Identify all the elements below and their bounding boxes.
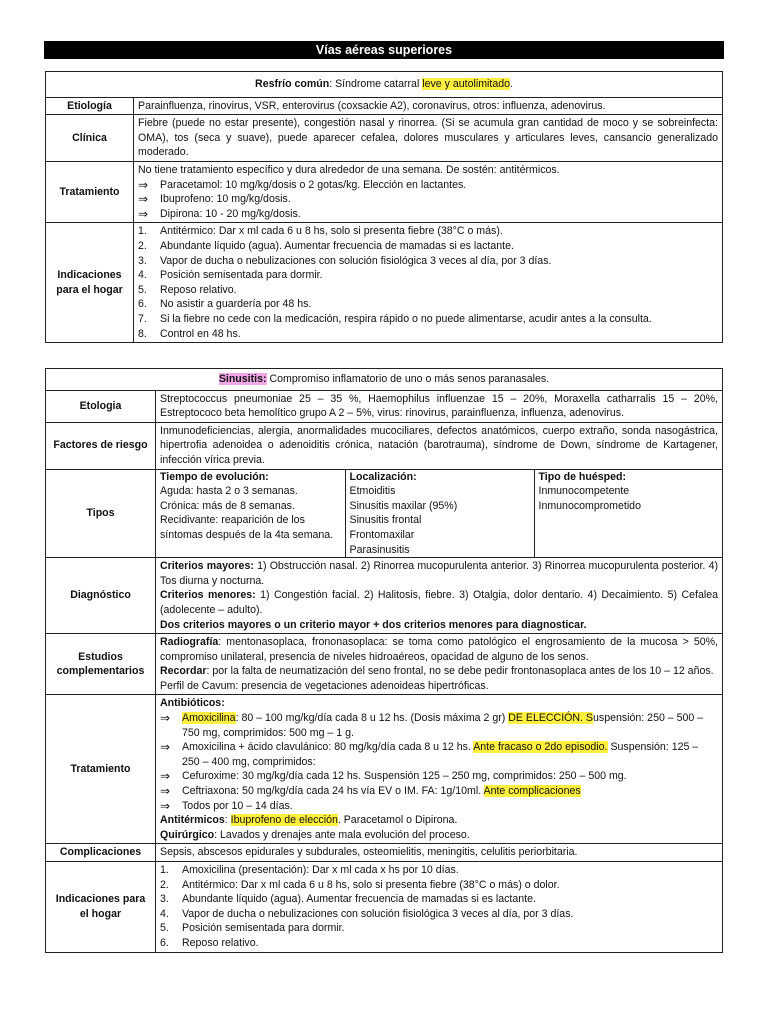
types-localizacion [345,470,534,558]
rightwards-double-arrow-icon: ⇒ [160,769,171,784]
row-content: Streptococcus pneumoniae 25 – 35 %, Haemophilus influenzae 15 – 20%, Moraxella catharralis 15 – 20%, Estreptococo beta hemolítico grupo A 2 – 5%, virus: rinovirus, parainfluenza, influenza, adenovirus. [156,390,723,422]
list-item [160,799,718,814]
surgical-text: : Lavados y drenajes ante mala evolución del proceso. [214,828,470,841]
list-item: 3. Abundante líquido (agua). Aumentar frecuencia de mamadas si es lactante. [160,893,536,906]
rightwards-double-arrow-icon: ⇒ [138,192,149,207]
sinusitis-header [46,369,723,391]
list-item-text: Antitérmico: Dar x ml cada 6 u 8 hs, solo si presenta fiebre (38°C o más) o dolor. [182,878,560,891]
row-content: Inmunodeficiencias, alergia, anormalidades mucociliares, defectos anatómicos, cuerpo extraño, sonda nasogástrica, hipertrofia adenoidea o adenoiditis crónica, natación (barotrauma), síndrome de Down, síndrome de Kartagener, infección vírica previa. [156,422,723,469]
numbered-list [138,224,718,341]
rightwards-double-arrow-icon: ⇒ [138,206,149,221]
xray-title: Radiografía [160,636,219,649]
list-item-text: Reposo relativo. [160,283,237,296]
table-row [46,161,723,222]
xray-text: : mentonasoplaca, frononasoplaca: se toma como patológico el engrosamiento de la mucosa > 50%, compromiso unilateral, presencia de niveles hidroaéreos, opacidad de alguno de los senos. [160,636,718,663]
list-item-text: No asistir a guardería por 48 hs. [160,298,312,311]
ceftriaxone-indication: Ante complicaciones [483,785,581,798]
types-huesped-title: Tipo de huésped: [538,470,627,483]
resfrio-highlight: leve y autolimitado [422,78,510,90]
row-label: Tipos [46,469,156,558]
types-line: Inmunocomprometido [538,499,641,512]
row-content: Parainfluenza, rinovirus, VSR, enterovirus (coxsackie A2), coronavirus, otros: influenza, adenovirus. [134,97,723,115]
ceftriaxone-dose: Ceftriaxona: 50 mg/kg/día cada 24 hs vía EV o IM. FA: 1g/10ml. [182,785,484,798]
table-row [46,390,723,422]
rightwards-double-arrow-icon: ⇒ [160,798,171,813]
treatment-intro: No tiene tratamiento específico y dura alrededor de una semana. De sostén: antitérmicos. [138,163,560,176]
major-criteria-title: Criterios mayores: [160,560,254,573]
row-content [134,223,723,343]
row-label: Tratamiento [46,695,156,844]
rightwards-double-arrow-icon: ⇒ [160,784,171,799]
amoxicillin-choice: DE ELECCIÓN. S [508,712,593,725]
types-line: Recidivante: reaparición de los síntomas después de la 4ta semana. [160,514,334,541]
clavulanic-indication: Ante fracaso o 2do episodio. [473,741,608,754]
row-label: Etiología [46,97,134,115]
row-content [156,862,723,953]
list-item-text: Todos por 10 – 14 días. [182,799,293,812]
resfrio-header [46,72,723,98]
antipyretics-title: Antitérmicos [160,814,225,827]
antipyretics-sep: : [224,814,231,827]
row-label: Estudios complementarios [46,634,156,695]
amoxicillin-presentation: uspensión: 250 – 500 – 750 mg, comprimidos: 500 mg – 1 g. [182,712,704,739]
list-item: 6. Reposo relativo. [160,936,259,949]
row-label: Indicaciones para el hogar [46,223,134,343]
table-row [46,97,723,115]
amoxicillin-dose: : 80 – 100 mg/kg/día cada 8 u 12 hs. (Dosis máxima 2 gr) [235,712,509,725]
row-label: Tratamiento [46,161,134,222]
list-item-text: Reposo relativo. [182,936,259,949]
list-item: 5. Reposo relativo. [138,283,237,296]
list-item-text: Si la fiebre no cede con la medicación, respira rápido o no puede alimentarse, acudir antes a la consulta. [160,312,652,325]
amoxicillin-name: Amoxicilina [182,712,236,725]
list-item-text: Antitérmico: Dar x ml cada 6 u 8 hs, solo si presenta fiebre (38°C o más). [160,225,503,238]
types-localizacion-title: Localización: [349,470,417,483]
remember-text: : por la falta de neumatización del seno frontal, no se debe pedir frontonasoplaca antes de los 10 – 12 años. [206,665,714,678]
list-item [160,784,718,799]
list-item: 2. Abundante líquido (agua). Aumentar frecuencia de mamadas si es lactante. [138,239,514,252]
rightwards-double-arrow-icon: ⇒ [160,740,171,755]
minor-criteria-title: Criterios menores: [160,589,256,602]
list-item [138,178,718,193]
row-label: Complicaciones [46,844,156,862]
list-item: 2. Antitérmico: Dar x ml cada 6 u 8 hs, solo si presenta fiebre (38°C o más) o dolor. [160,878,560,891]
list-item [138,207,718,222]
list-item-text: Vapor de ducha o nebulizaciones con solución fisiológica 3 veces al día, por 3 días. [182,907,574,920]
row-content [156,469,723,558]
list-item-text: Dipirona: 10 - 20 mg/kg/dosis. [160,207,301,220]
list-item [160,711,718,740]
list-item: 7. Si la fiebre no cede con la medicación, respira rápido o no puede alimentarse, acudir antes a la consulta. [138,312,652,325]
list-item: 1. Amoxicilina (presentación): Dar x ml cada x hs por 10 días. [160,864,459,876]
resfrio-term: Resfrío común [255,78,330,90]
resfrio-header-text: : Síndrome catarral [329,78,423,90]
table-row [46,558,723,634]
row-label: Factores de riesgo [46,422,156,469]
page-title: Vías aéreas superiores [44,41,724,59]
cavum-text: Perfil de Cavum: presencia de vegetaciones adenoideas hipertróficas. [160,679,489,692]
row-content [156,558,723,634]
types-huesped [534,470,722,558]
list-item-text: Amoxicilina (presentación): Dar x ml cada x hs por 10 días. [182,864,459,876]
row-label: Diagnóstico [46,558,156,634]
rightwards-double-arrow-icon: ⇒ [138,177,149,192]
types-line: Crónica: más de 8 semanas. [160,499,295,512]
ibuprofen-choice: Ibuprofeno de elección [230,814,338,827]
list-item: 8. Control en 48 hs. [138,327,241,340]
clavulanic-presentation: Suspensión: 125 – 250 – 400 mg, comprimidos: [182,741,699,768]
row-label: Indicaciones para el hogar [46,862,156,953]
types-line: Inmunocompetente [538,485,630,498]
surgical-title: Quirúrgico [160,828,215,841]
types-line: Sinusitis frontal [349,514,422,527]
list-item-text: Ibuprofeno: 10 mg/kg/dosis. [160,193,291,206]
sinusitis-table [45,368,723,953]
list-item: 6. No asistir a guardería por 48 hs. [138,298,312,311]
row-content [134,161,723,222]
sinusitis-term: Sinusitis: [218,373,267,385]
table-row [46,469,723,558]
types-tiempo-title: Tiempo de evolución: [160,470,269,483]
types-line: Aguda: hasta 2 o 3 semanas. [160,485,298,498]
types-subtable [156,470,722,558]
list-item-text: Control en 48 hs. [160,327,241,340]
list-item-text: Posición semisentada para dormir. [160,269,323,282]
row-content: Sepsis, abscesos epidurales y subdurales, osteomielitis, meningitis, celulitis periorbitaria. [156,844,723,862]
list-item-text: Abundante líquido (agua). Aumentar frecuencia de mamadas si es lactante. [182,893,536,906]
row-label: Clínica [46,115,134,162]
resfrio-header-end: . [510,78,513,90]
antibiotics-title: Antibióticos [160,697,222,710]
table-row [46,115,723,162]
major-criteria-text: 1) Obstrucción nasal. 2) Rinorrea mucopurulenta anterior. 3) Rinorrea mucopurulenta posterior. 4) Tos diurna y nocturna. [160,560,718,587]
types-line: Parasinusitis [349,543,410,556]
resfrio-table [45,71,723,343]
list-item-text: Cefuroxime: 30 mg/kg/día cada 12 hs. Suspensión 125 – 250 mg, comprimidos: 250 – 500 mg. [182,770,627,783]
row-content: Fiebre (puede no estar presente), congestión nasal y rinorrea. (Si se acumula gran cantidad de moco y se sobreinfecta: OMA), tos (seca y suave), puede aparecer cefalea, dolores musculares y articulares leves, cansancio generalizado moderado. [134,115,723,162]
list-item-text: Abundante líquido (agua). Aumentar frecuencia de mamadas si es lactante. [160,239,514,252]
list-item-text: Paracetamol: 10 mg/kg/dosis o 2 gotas/kg. Elección en lactantes. [160,178,467,191]
types-line: Frontomaxilar [349,528,415,541]
remember-title: Recordar [160,665,207,678]
row-content [156,634,723,695]
list-item: 3. Vapor de ducha o nebulizaciones con solución fisiológica 3 veces al día, por 3 días. [138,254,552,267]
table-row [46,422,723,469]
list-item: 4. Vapor de ducha o nebulizaciones con solución fisiológica 3 veces al día, por 3 días. [160,907,574,920]
row-label: Etologia [46,390,156,422]
table-row [46,695,723,844]
types-line: Etmoiditis [349,485,396,498]
table-row [46,634,723,695]
list-item-text: Posición semisentada para dormir. [182,922,345,935]
sinusitis-header-text: Compromiso inflamatorio de uno o más senos paranasales. [266,373,550,385]
list-item [160,769,718,784]
clavulanic-dose: Amoxicilina + ácido clavulánico: 80 mg/kg/día cada 8 u 12 hs. [182,741,474,754]
row-content: Antibióticos: ⇒ Amoxicilina: 80 – 100 mg/kg/día cada 8 u 12 hs. (Dosis máxima 2 gr) DE ELECCIÓN. Suspensión: 250 – 500 – 750 mg, comprimidos: 500 mg – 1 g. ⇒ Amoxicilina + ácido clavulánico: 80 mg/kg/día cada 8 u 12 hs. Ante fracaso o 2do episodio. Suspensión: 125 – 250 – 400 mg, comprimidos: ⇒ Cefuroxime: 30 mg/kg/día cada 12 hs. Suspensión 125 – 250 mg, comprimidos: 250 – 500 mg. ⇒ Ceftriaxona: 50 mg/kg/día cada 24 hs vía EV o IM. FA: 1g/10ml. Ante complicaciones ⇒ Todos por 10 – 14 días. Antitérmicos: Ibuprofeno de elección. Paracetamol o Dipirona. Quirúrgico: Lavados y drenajes ante mala evolución del proceso. [156,695,723,844]
antipyretics-text: . Paracetamol o Dipirona. [337,814,458,827]
list-item [160,740,718,769]
list-item: 5. Posición semisentada para dormir. [160,922,345,935]
diagnosis-conclusion: Dos criterios mayores o un criterio mayor + dos criterios menores para diagnosticar. [160,618,587,631]
numbered-list [160,863,718,951]
list-item: 4. Posición semisentada para dormir. [138,269,323,282]
list-item [138,192,718,207]
types-tiempo [156,470,345,558]
rightwards-double-arrow-icon: ⇒ [160,711,171,726]
types-line: Sinusitis maxilar (95%) [349,499,458,512]
resfrio-header-row [46,72,723,98]
list-item: 1. Antitérmico: Dar x ml cada 6 u 8 hs, solo si presenta fiebre (38°C o más). [138,225,503,238]
table-row [46,844,723,862]
list-item-text: Vapor de ducha o nebulizaciones con solución fisiológica 3 veces al día, por 3 días. [160,254,552,267]
minor-criteria-text: 1) Congestión facial. 2) Halitosis, fiebre. 3) Otalgia, dolor dentario. 4) Decaimiento. 5) Cefalea (adolecente – adulto). [160,589,719,616]
table-row [46,223,723,343]
sinusitis-header-row [46,369,723,391]
table-row [46,862,723,953]
